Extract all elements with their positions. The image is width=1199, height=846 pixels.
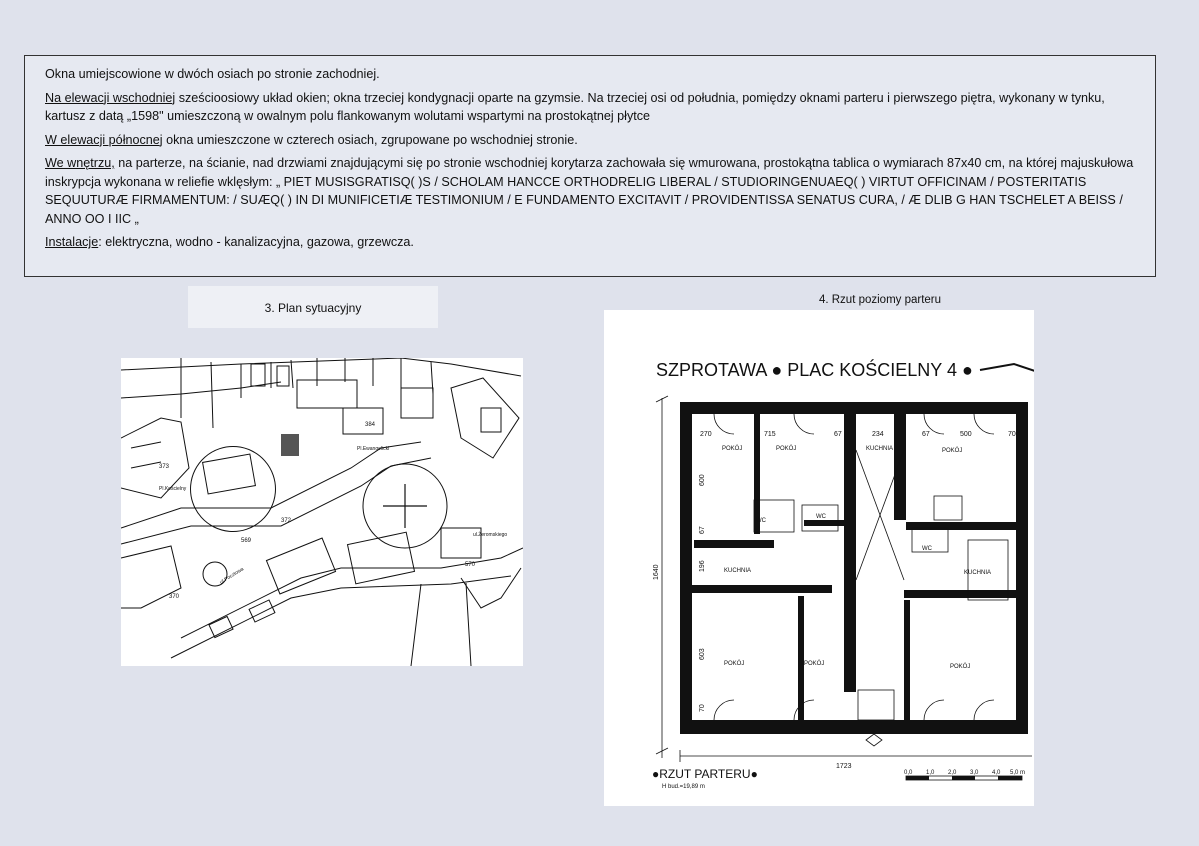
installations-label: Instalacje	[45, 235, 99, 249]
paragraph-installations: Instalacje: elektryczna, wodno - kanalizacyjna, gazowa, grzewcza.	[45, 235, 414, 249]
paragraph-interior: We wnętrzu, na parterze, na ścianie, nad drzwiami znajdującymi się po stronie wschodniej korytarza zachowała się wmurowana, prostokątna tablica o wymiarach 87x40 cm, na której majuskułowa inskrypcja wykonana w reliefie wklęsłym: „ PIET MUSISGRATISQ( )S / SCHOLAM HANCCE ORTHODRELIG LIBERAL / STUDIORINGENUAEQ( ) VIRTUT OFFICINAM / POSTERITATIS SEQUUTURÆ FIRMAMENTUM: / SUÆQ( ) IN DI MUNIFICETIÆ TESTIMONIUM / E FUNDAMENTO EXCITAVIT / PROVIDENTISSA SENATUS CURA, / Æ DLIB G HAN TSCHELET A BEISS / ANNO OO I IIC „	[45, 156, 1134, 226]
site-label-569: 569	[241, 538, 252, 544]
north-arrow	[980, 364, 1034, 376]
site-label-372: 372	[281, 518, 292, 524]
room-label-kuchnia-3: KUCHNIA	[964, 570, 992, 576]
room-label-pokoj-5: POKÓJ	[804, 661, 825, 667]
dim-70-a: 70	[1008, 431, 1016, 438]
dim-total-width: 1723	[836, 763, 852, 770]
room-label-wc-3: WC	[922, 546, 932, 552]
interior-label: We wnętrzu,	[45, 156, 115, 170]
room-label-pokoj-6: POKÓJ	[950, 664, 971, 670]
site-plan-caption: 3. Plan sytuacyjny	[264, 301, 362, 315]
site-label-570: 570	[465, 562, 476, 568]
dim-total-height: 1640	[653, 564, 660, 580]
dim-67-a: 67	[834, 431, 842, 438]
dim-234: 234	[872, 431, 884, 438]
floor-plan-drawing	[604, 310, 1034, 806]
floor-plan-sheet	[604, 310, 1034, 806]
dim-603: 603	[699, 648, 706, 660]
room-label-pokoj-4: POKÓJ	[724, 661, 745, 667]
dim-67-b: 67	[922, 431, 930, 438]
site-label-370: 370	[169, 594, 180, 600]
room-label-pokoj-3: POKÓJ	[942, 448, 963, 454]
site-plan-map	[121, 358, 523, 666]
dim-67-c: 67	[699, 526, 706, 534]
scale-bar	[904, 770, 1025, 780]
room-label-pokoj-1: POKÓJ	[722, 446, 743, 452]
paragraph-windows-west: Okna umiejscowione w dwóch osiach po stronie zachodniej.	[45, 67, 380, 81]
site-label-ul-pocztowa: ul.Pocztowa	[218, 566, 245, 586]
scale-2: 2,0	[948, 770, 957, 776]
hatched-building	[281, 434, 299, 456]
scale-5: 5,0 m	[1010, 770, 1026, 776]
room-label-wc-1: WC	[756, 518, 766, 524]
dim-196: 196	[699, 560, 706, 572]
paragraph-north-elevation: W elewacji północnej okna umieszczone w czterech osiach, zgrupowane po wschodniej stronie.	[45, 132, 578, 147]
scale-0: 0,0	[904, 770, 913, 776]
site-label-pl-koscielny: Pl.Kościelny	[159, 486, 187, 492]
room-label-kuchnia-1: KUCHNIA	[866, 446, 894, 452]
site-label-373: 373	[159, 464, 170, 470]
dim-70-b: 70	[699, 704, 706, 712]
site-label-pl-ewangelicki: Pl.Ewangelicki	[357, 446, 390, 452]
paragraph-east-elevation: Na elewacji wschodniej sześcioosiowy układ okien; okna trzeciej kondygnacji oparte na gzymsie. Na trzeciej osi od południa, pomiędzy oknami parteru i pierwszego piętra, wykonany w tynku, kartusz z datą „1598" umieszczoną w owalnym polu flankowanym wolutami wspartymi na prostokątnej płytce	[45, 90, 1105, 123]
east-elevation-label: Na elewacji wschodniej	[45, 90, 176, 105]
scale-4: 4,0	[992, 770, 1001, 776]
site-label-ul-zeromskiego: ul.Żeromskiego	[473, 532, 508, 538]
dim-715: 715	[764, 431, 776, 438]
north-elevation-label: W elewacji północnej	[45, 132, 163, 147]
room-label-kuchnia-2: KUCHNIA	[724, 568, 752, 574]
scale-1: 1,0	[926, 770, 935, 776]
room-label-pokoj-2: POKÓJ	[776, 446, 797, 452]
site-label-384: 384	[365, 422, 376, 428]
scale-3: 3,0	[970, 770, 979, 776]
floor-plan-caption: 4. Rzut poziomy parteru	[818, 294, 942, 306]
dim-270: 270	[700, 431, 712, 438]
floor-plan-footer: ●RZUT PARTERU●	[652, 767, 758, 781]
floor-plan-building-height: H bud.=19,89 m	[662, 784, 705, 790]
site-plan-drawing	[121, 358, 523, 666]
room-label-wc-2: WC	[816, 514, 826, 520]
floor-plan-title: SZPROTAWA ● PLAC KOŚCIELNY 4 ●	[656, 360, 973, 380]
description-box	[24, 55, 1156, 277]
dim-500: 500	[960, 431, 972, 438]
dim-600: 600	[699, 474, 706, 486]
